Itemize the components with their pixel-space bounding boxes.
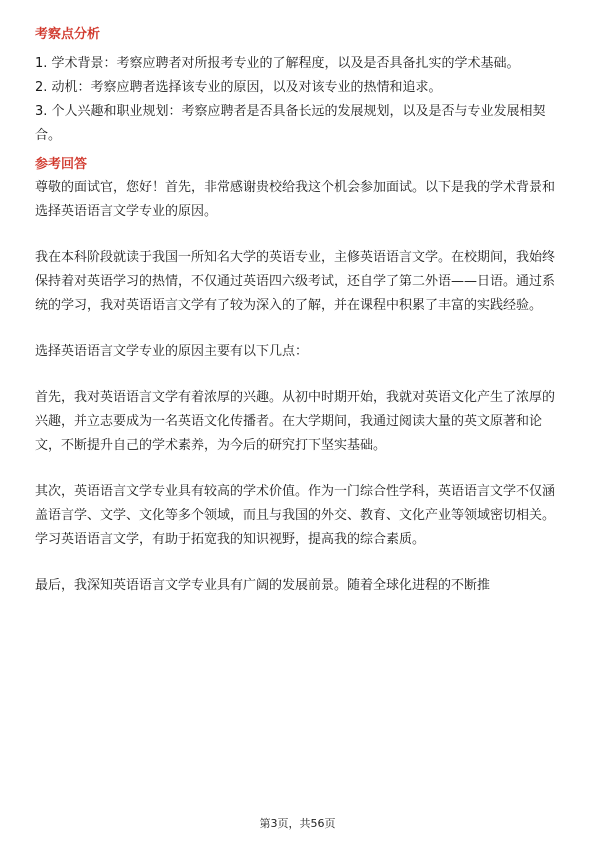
section-heading-answer: 参考回答 bbox=[35, 157, 88, 172]
section-heading-analysis: 考察点分析 bbox=[35, 27, 101, 42]
answer-paragraph-2: 我在本科阶段就读于我国一所知名大学的英语专业，主修英语语言文学。在校期间，我始终保持着对英语学习的热情，不仅通过英语四六级考试，还自学了第二外语——日语。通过系统的学习，我对英语语言文学有了较为深入的了解，并在课程中积累了丰富的实践经验。 bbox=[35, 250, 556, 313]
page-number-footer: 第3页，共56页 bbox=[259, 817, 336, 830]
answer-paragraph-1: 尊敬的面试官，您好！首先，非常感谢贵校给我这个机会参加面试。以下是我的学术背景和选择英语语言文学专业的原因。 bbox=[35, 180, 556, 219]
analysis-item-1: 1. 学术背景：考察应聘者对所报考专业的了解程度，以及是否具备扎实的学术基础。 bbox=[35, 56, 520, 71]
answer-paragraph-3: 选择英语语言文学专业的原因主要有以下几点： bbox=[35, 344, 309, 359]
page-content bbox=[35, 26, 563, 598]
analysis-item-3: 3. 个人兴趣和职业规划：考察应聘者是否具备长远的发展规划，以及是否与专业发展相契合。 bbox=[35, 104, 546, 143]
answer-paragraph-5: 其次，英语语言文学专业具有较高的学术价值。作为一门综合性学科，英语语言文学不仅涵盖语言学、文学、文化等多个领域，而且与我国的外交、教育、文化产业等领域密切相关。学习英语语言文学，有助于拓宽我的知识视野，提高我的综合素质。 bbox=[35, 484, 556, 547]
answer-paragraph-4: 首先，我对英语语言文学有着浓厚的兴趣。从初中时期开始，我就对英语文化产生了浓厚的兴趣，并立志要成为一名英语文化传播者。在大学期间，我通过阅读大量的英文原著和论文，不断提升自己的学术素养，为今后的研究打下坚实基础。 bbox=[35, 390, 556, 453]
analysis-item-2: 2. 动机：考察应聘者选择该专业的原因，以及对该专业的热情和追求。 bbox=[35, 80, 442, 95]
answer-paragraph-6: 最后，我深知英语语言文学专业具有广阔的发展前景。随着全球化进程的不断推 bbox=[35, 578, 491, 593]
